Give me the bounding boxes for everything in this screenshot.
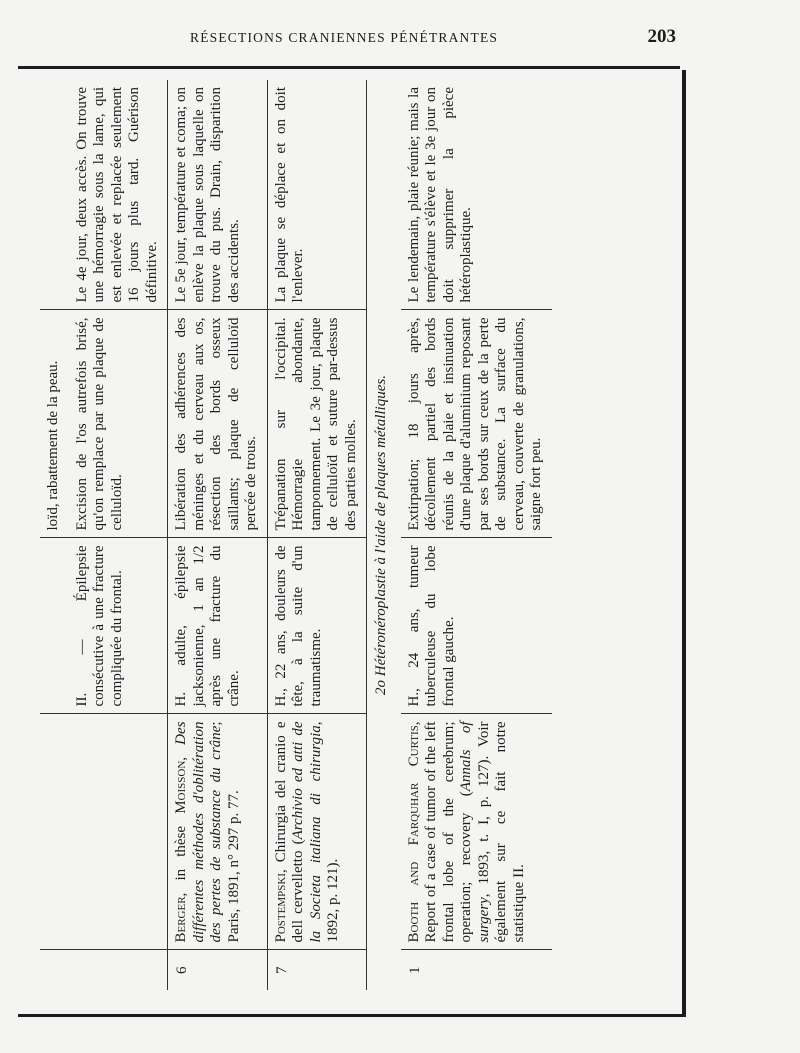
ref-author: Booth and Farquhar Curtis [405,725,422,943]
page-number: 203 [647,26,676,47]
rotated-table-block [40,80,670,990]
frame-rule-top [18,66,680,69]
ref-author: Berger [173,896,189,943]
ref-author: Postempski [272,873,289,943]
table-row-1 [401,80,552,990]
table-row-7 [267,80,367,990]
cell-result: Le lendemain, plaie réunie; mais la température s'élève et le 3e jour on doit supprimer la pièce hétéroplastique. [401,80,552,310]
running-title: RÉSECTIONS CRANIENNES PÉNÉTRANTES [190,30,499,45]
cell-number: 6 [168,950,268,990]
cell-operation: Libération des adhérences des méninges et du cerveau aux os, résection des bords osseux saillants; plaque de celluloïd percée de trous. [168,310,268,538]
section-heading-row [367,80,401,990]
ref-title: Archivio ed atti de la Societa italiana di chirurgia [290,721,324,943]
cell-reference [168,714,268,950]
ref-title: Des différentes méthodes d'oblitération des pertes de substance du crâne [173,721,224,943]
table-row-6 [168,80,268,990]
running-head [0,26,800,52]
cell-reference [267,714,367,950]
cell-case: H., 24 ans, tumeur tuberculeuse du lobe frontal gauche. [401,538,552,714]
section-heading: 2o Hétéronéroplastie à l'aide de plaques métalliques. [367,80,401,990]
ref-tail: , 1893, t. I, p. 127). Voir également sur ce fait notre statistique II. [475,721,527,943]
cell-result: Le 5e jour, température et coma; on enlève la plaque sous laquelle on trouve du pus. Drain, disparition des accidents. [168,80,268,310]
frame-rule-bottom [18,1014,686,1017]
ref-sep: , [173,744,189,761]
frame-rule-right [682,70,686,1015]
cell-number [69,950,168,990]
cell-number: 7 [267,950,367,990]
ref-author-2: Moisson [173,760,189,814]
ref-pre: , in thèse [173,813,189,897]
cell-reference [40,714,69,950]
table-row-II [69,80,168,990]
cell-result [40,80,69,310]
cell-operation: Excision de l'os autrefois brisé, qu'on remplace par une plaque de celluloïd. [69,310,168,538]
ref-title: Annals of surgery [458,721,492,943]
cell-number: 1 [406,966,423,974]
cases-table [40,80,552,990]
cell-reference [401,714,552,950]
cell-operation: loïd, rabattement de la peau. [40,310,69,538]
ref-pre: , Report of a case of tumor of the left frontal lobe of the cerebrum; operation; recovery ( [405,721,474,943]
ref-tail: , 1892, p. 121). [307,721,341,943]
cell-case [40,538,69,714]
cell-case: H. adulte, épilepsie jacksonienne, 1 an 1/2 après une fracture du crâne. [168,538,268,714]
cell-case: II. — Épilepsie consécutive à une fracture compliquée du frontal. [69,538,168,714]
cell-result: La plaque se déplace et on doit l'enlever. [267,80,367,310]
cell-case: H., 22 ans, douleurs de tête, à la suite d'un traumatisme. [267,538,367,714]
cell-operation: Extirpation; 18 jours après, décollement partiel des bords réunis de la plaie et insinuation d'une plaque d'aluminium reposant par ses bords sur ceux de la perte de substance. La surface du cerveau, couverte de granulations, saigne fort peu. [401,310,552,538]
cell-result: Le 4e jour, deux accès. On trouve une hémorragie sous la lame, qui est enlevée et replacée seulement 16 jours plus tard. Guérison définitive. [69,80,168,310]
cell-operation: Trépanation sur l'occipital. Hémorragie abondante, tamponnement. Le 3e jour, plaque de celluloïd et suture par-dessus des parties molles. [267,310,367,538]
ref-tail: ; Paris, 1891, n° 297 p. 77. [208,721,242,943]
ref-pre: , Chirurgia del cranio e dell cervelletto ( [272,721,306,943]
cell-reference [69,714,168,950]
table-row-continued [40,80,69,990]
cell-number [40,950,69,990]
